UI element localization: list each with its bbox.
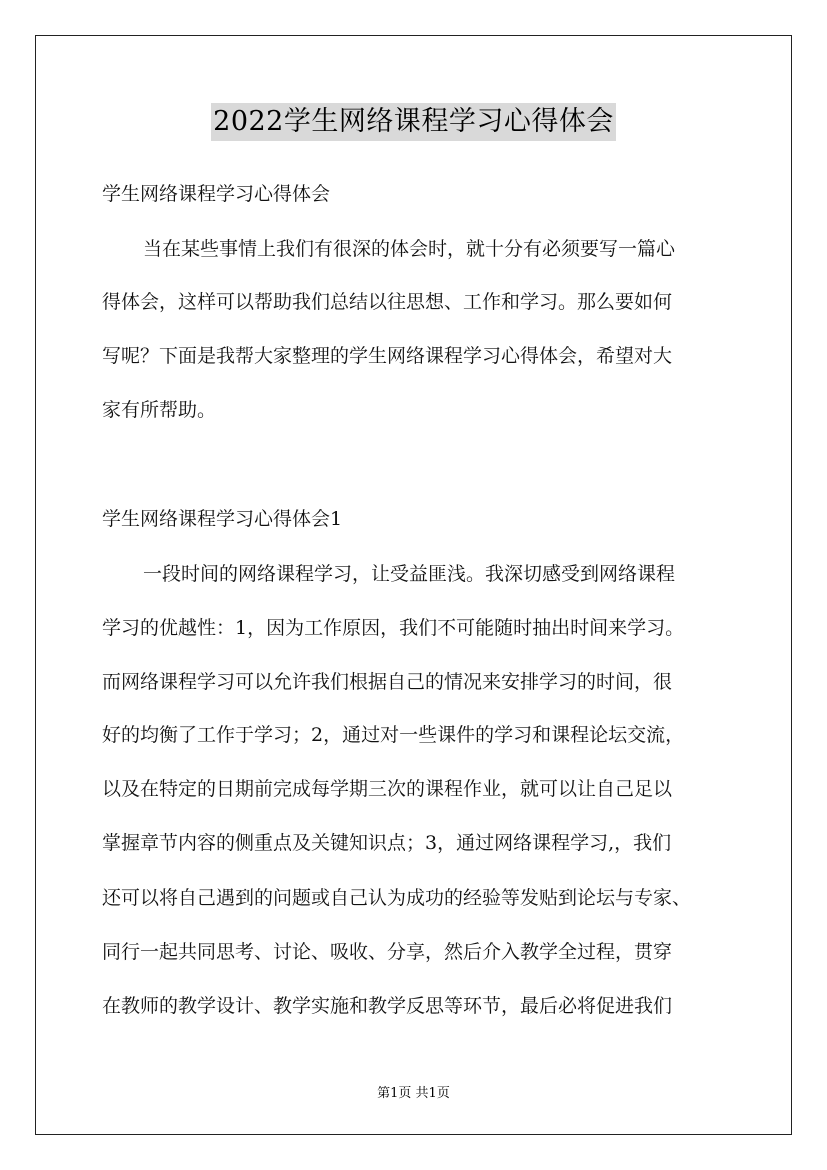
body-line: 还可以将自己遇到的问题或自己认为成功的经验等发贴到论坛与专家、 (102, 887, 692, 909)
body-line: 好的均衡了工作于学习；2，通过对一些课件的学习和课程论坛交流， (102, 724, 685, 746)
title-wrap (0, 103, 827, 141)
body-line: 掌握章节内容的侧重点及关键知识点；3，通过网络课程学习,，我们 (102, 832, 672, 854)
intro-line: 当在某些事情上我们有很深的体会时，就十分有必须要写一篇心 (143, 238, 676, 260)
body-line: 一段时间的网络课程学习，让受益匪浅。我深切感受到网络课程 (143, 563, 676, 585)
subtitle: 学生网络课程学习心得体会 (102, 183, 331, 205)
intro-line: 得体会，这样可以帮助我们总结以往思想、工作和学习。那么要如何 (102, 291, 673, 313)
page-footer: 第1页 共1页 (377, 1086, 450, 1101)
document-title: 2022学生网络课程学习心得体会 (211, 103, 616, 141)
intro-line: 写呢？下面是我帮大家整理的学生网络课程学习心得体会，希望对大 (102, 345, 673, 367)
section-heading: 学生网络课程学习心得体会1 (102, 508, 343, 530)
intro-line: 家有所帮助。 (102, 399, 217, 421)
body-line: 以及在特定的日期前完成每学期三次的课程作业，就可以让自己足以 (102, 778, 673, 800)
body-line: 而网络课程学习可以允许我们根据自己的情况来安排学习的时间，很 (102, 671, 673, 693)
body-line: 同行一起共同思考、讨论、吸收、分享，然后介入教学全过程，贯穿 (102, 941, 673, 963)
body-line: 在教师的教学设计、教学实施和教学反思等环节，最后必将促进我们 (102, 995, 673, 1017)
body-line: 学习的优越性：1，因为工作原因，我们不可能随时抽出时间来学习。 (102, 617, 685, 639)
